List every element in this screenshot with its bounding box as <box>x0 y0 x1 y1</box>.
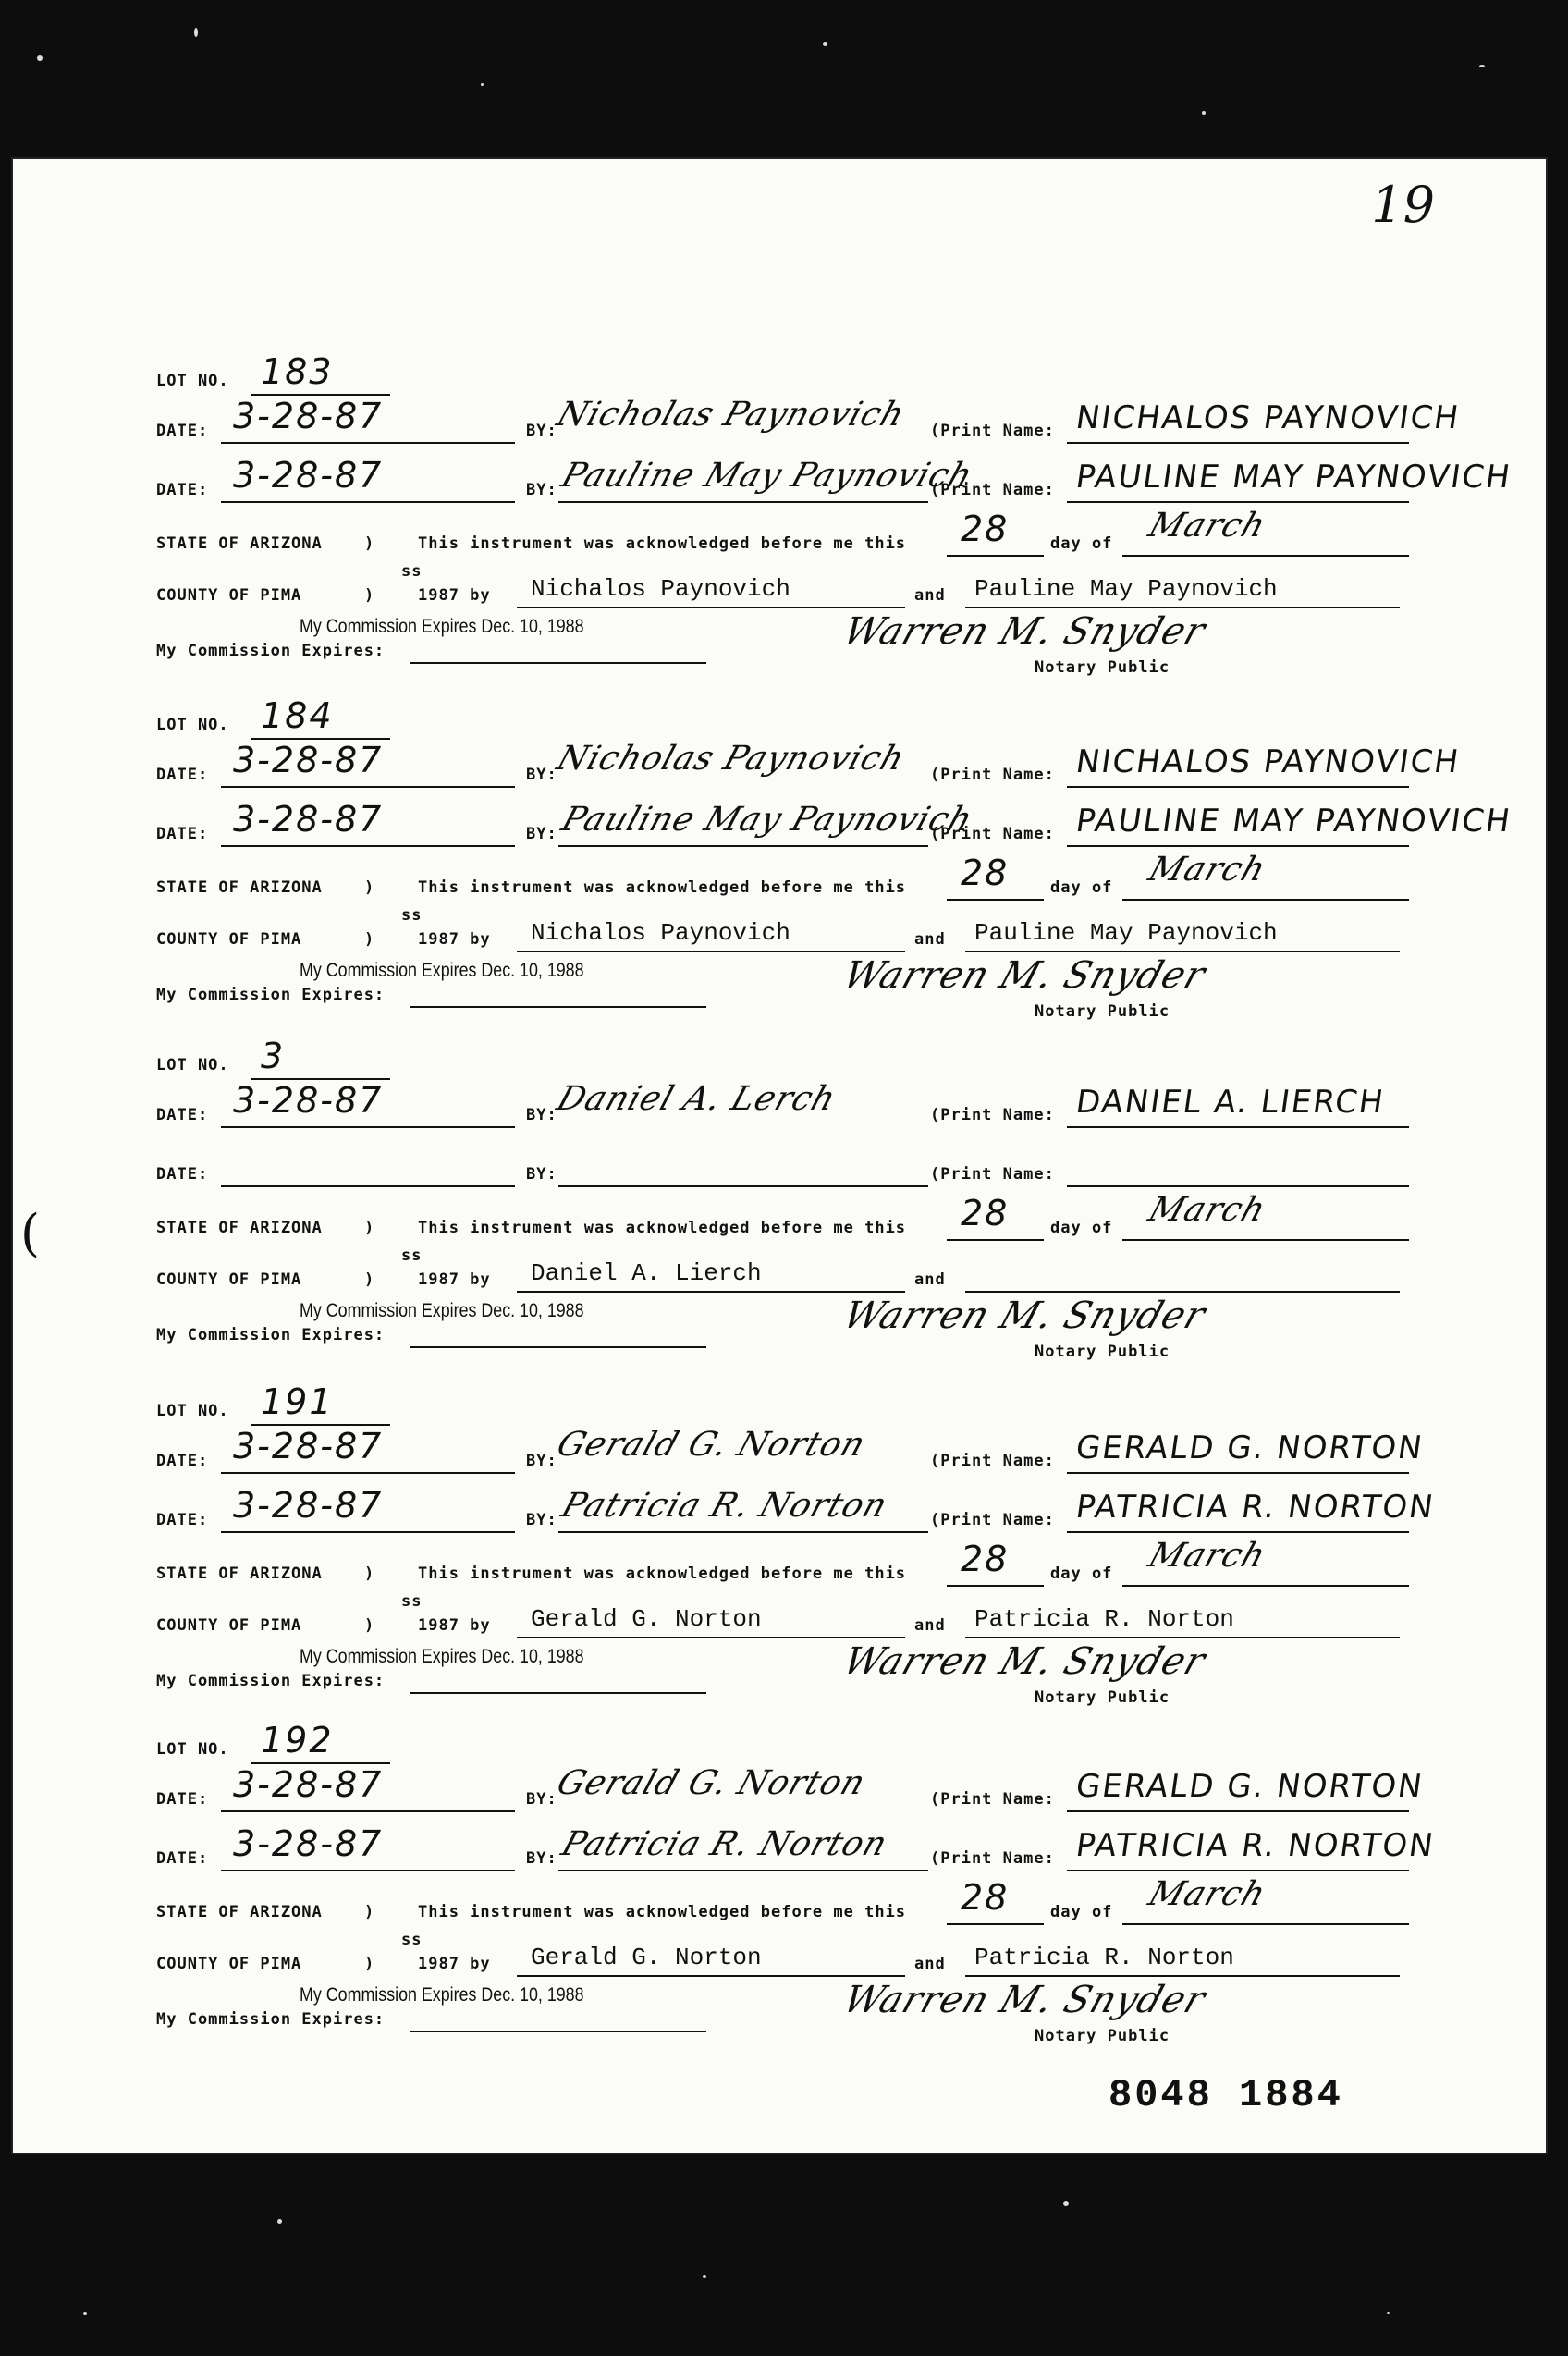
brace-mark: ) <box>364 1565 374 1583</box>
print-name-label: (Print Name: <box>930 422 1055 440</box>
printed-name: PAULINE MAY PAYNOVICH <box>1073 803 1514 840</box>
ss-label: ss <box>401 1931 423 1949</box>
day-of-label: day of <box>1050 1565 1113 1583</box>
signature-line <box>558 501 928 503</box>
by-name: Gerald G. Norton <box>531 1944 762 1971</box>
day-line <box>947 1585 1044 1587</box>
month-value: March <box>1144 1875 1271 1913</box>
dust-speck <box>823 42 827 46</box>
document-number: 8048 1884 <box>1109 2073 1343 2117</box>
date-label: DATE: <box>156 422 209 440</box>
signature: Pauline May Paynovich <box>557 457 978 495</box>
print-name-line <box>1067 442 1409 444</box>
printed-name: GERALD G. NORTON <box>1073 1768 1427 1805</box>
day-of-label: day of <box>1050 534 1113 553</box>
by-label: BY: <box>526 1511 557 1529</box>
date-value: 3-28-87 <box>233 1764 384 1805</box>
state-label: STATE OF ARIZONA <box>156 878 323 897</box>
dust-speck <box>194 28 198 37</box>
commission-label: My Commission Expires: <box>156 642 386 660</box>
commission-stamp: My Commission Expires Dec. 10, 1988 <box>300 1300 584 1321</box>
date-line <box>221 1870 515 1871</box>
page-number: 19 <box>1371 176 1435 234</box>
signature: Daniel A. Lerch <box>552 1080 841 1118</box>
dust-speck <box>481 83 484 86</box>
notary-signature: Warren M. Snyder <box>838 1979 1211 2021</box>
print-name-line <box>1067 786 1409 788</box>
day-value: 28 <box>961 1539 1010 1579</box>
commission-line <box>410 1346 706 1348</box>
lot-number: 191 <box>261 1381 334 1422</box>
notary-public-label: Notary Public <box>1035 1688 1170 1707</box>
day-of-label: day of <box>1050 1903 1113 1921</box>
lot-label: LOT NO. <box>156 372 229 390</box>
by-label: BY: <box>526 766 557 784</box>
acknowledgment-text: This instrument was acknowledged before me this <box>418 534 907 553</box>
year-by-label: 1987 by <box>418 586 491 605</box>
brace-mark: ) <box>364 930 374 949</box>
lot-label: LOT NO. <box>156 716 229 734</box>
brace-mark: ) <box>364 586 374 605</box>
date-value: 3-28-87 <box>233 1080 384 1121</box>
acknowledgment-text: This instrument was acknowledged before me this <box>418 878 907 897</box>
dust-speck <box>1479 65 1485 67</box>
date-label: DATE: <box>156 1849 209 1868</box>
lot-number: 183 <box>261 351 334 392</box>
county-label: COUNTY OF PIMA <box>156 1616 302 1635</box>
entry-block <box>13 695 1546 1047</box>
date-label: DATE: <box>156 1165 209 1184</box>
commission-line <box>410 1692 706 1694</box>
entry-block <box>13 1720 1546 2071</box>
and-label: and <box>914 930 946 949</box>
print-name-label: (Print Name: <box>930 1165 1055 1184</box>
by-line <box>517 1637 905 1638</box>
year-by-label: 1987 by <box>418 930 491 949</box>
and-line <box>965 607 1400 608</box>
by-label: BY: <box>526 1165 557 1184</box>
day-of-label: day of <box>1050 878 1113 897</box>
printed-name: PATRICIA R. NORTON <box>1073 1827 1438 1864</box>
lot-label: LOT NO. <box>156 1056 229 1074</box>
and-name: Pauline May Paynovich <box>974 919 1278 947</box>
dust-speck <box>277 2219 282 2224</box>
day-value: 28 <box>961 1193 1010 1233</box>
date-line <box>221 442 515 444</box>
commission-label: My Commission Expires: <box>156 2010 386 2029</box>
entry-block <box>13 1036 1546 1387</box>
and-name: Pauline May Paynovich <box>974 575 1278 603</box>
day-line <box>947 555 1044 557</box>
month-line <box>1122 899 1409 901</box>
signature-line <box>558 1531 928 1533</box>
printed-name: GERALD G. NORTON <box>1073 1430 1427 1466</box>
year-by-label: 1987 by <box>418 1616 491 1635</box>
ss-label: ss <box>401 906 423 925</box>
commission-stamp: My Commission Expires Dec. 10, 1988 <box>300 616 584 637</box>
notary-public-label: Notary Public <box>1035 658 1170 677</box>
notary-signature: Warren M. Snyder <box>838 610 1211 653</box>
date-label: DATE: <box>156 1511 209 1529</box>
by-label: BY: <box>526 1106 557 1124</box>
print-name-label: (Print Name: <box>930 1790 1055 1809</box>
by-label: BY: <box>526 1849 557 1868</box>
print-name-label: (Print Name: <box>930 1106 1055 1124</box>
entry-block <box>13 1381 1546 1733</box>
acknowledgment-text: This instrument was acknowledged before me this <box>418 1903 907 1921</box>
by-line <box>517 1975 905 1977</box>
brace-mark: ) <box>364 1270 374 1289</box>
and-name: Patricia R. Norton <box>974 1944 1234 1971</box>
state-label: STATE OF ARIZONA <box>156 1219 323 1237</box>
commission-label: My Commission Expires: <box>156 986 386 1004</box>
year-by-label: 1987 by <box>418 1270 491 1289</box>
dust-speck <box>1063 2201 1069 2206</box>
print-name-label: (Print Name: <box>930 825 1055 843</box>
acknowledgment-text: This instrument was acknowledged before me this <box>418 1219 907 1237</box>
signature: Patricia R. Norton <box>557 1825 893 1863</box>
notary-public-label: Notary Public <box>1035 2027 1170 2045</box>
ss-label: ss <box>401 562 423 581</box>
dust-speck <box>1387 2312 1390 2314</box>
signature: Gerald G. Norton <box>552 1764 871 1802</box>
county-label: COUNTY OF PIMA <box>156 1270 302 1289</box>
month-value: March <box>1144 507 1271 545</box>
and-label: and <box>914 1955 946 1973</box>
commission-stamp: My Commission Expires Dec. 10, 1988 <box>300 960 584 981</box>
print-name-line <box>1067 501 1409 503</box>
day-line <box>947 1239 1044 1241</box>
lot-number: 192 <box>261 1720 334 1761</box>
month-value: March <box>1144 1191 1271 1229</box>
commission-label: My Commission Expires: <box>156 1672 386 1690</box>
print-name-line <box>1067 845 1409 847</box>
date-line <box>221 501 515 503</box>
ss-label: ss <box>401 1246 423 1265</box>
printed-name: NICHALOS PAYNOVICH <box>1073 743 1463 780</box>
date-line <box>221 1126 515 1128</box>
commission-line <box>410 2031 706 2032</box>
day-value: 28 <box>961 509 1010 549</box>
and-label: and <box>914 1616 946 1635</box>
print-name-label: (Print Name: <box>930 481 1055 499</box>
print-name-label: (Print Name: <box>930 1511 1055 1529</box>
by-line <box>517 951 905 952</box>
and-line <box>965 1291 1400 1293</box>
signature: Pauline May Paynovich <box>557 801 978 839</box>
county-label: COUNTY OF PIMA <box>156 586 302 605</box>
dust-speck <box>37 55 43 61</box>
signature-line <box>558 1185 928 1187</box>
by-name: Nichalos Paynovich <box>531 919 790 947</box>
and-label: and <box>914 586 946 605</box>
by-label: BY: <box>526 825 557 843</box>
month-line <box>1122 1923 1409 1925</box>
month-line <box>1122 1239 1409 1241</box>
notary-public-label: Notary Public <box>1035 1002 1170 1021</box>
print-name-label: (Print Name: <box>930 766 1055 784</box>
by-name: Nichalos Paynovich <box>531 575 790 603</box>
and-line <box>965 1637 1400 1638</box>
signature: Patricia R. Norton <box>557 1487 893 1525</box>
month-value: March <box>1144 1537 1271 1575</box>
margin-mark: ( <box>20 1204 41 1262</box>
commission-stamp: My Commission Expires Dec. 10, 1988 <box>300 1646 584 1667</box>
date-label: DATE: <box>156 1790 209 1809</box>
date-line <box>221 786 515 788</box>
print-name-line <box>1067 1185 1409 1187</box>
by-line <box>517 1291 905 1293</box>
print-name-line <box>1067 1531 1409 1533</box>
date-line <box>221 1185 515 1187</box>
by-name: Daniel A. Lierch <box>531 1259 762 1287</box>
date-label: DATE: <box>156 1452 209 1470</box>
print-name-label: (Print Name: <box>930 1452 1055 1470</box>
date-label: DATE: <box>156 766 209 784</box>
print-name-line <box>1067 1870 1409 1871</box>
signature: Nicholas Paynovich <box>552 396 911 434</box>
notary-signature: Warren M. Snyder <box>838 1640 1211 1683</box>
year-by-label: 1987 by <box>418 1955 491 1973</box>
commission-label: My Commission Expires: <box>156 1326 386 1344</box>
signature: Gerald G. Norton <box>552 1426 871 1464</box>
printed-name: NICHALOS PAYNOVICH <box>1073 399 1463 436</box>
date-value: 3-28-87 <box>233 1485 384 1526</box>
lot-label: LOT NO. <box>156 1740 229 1759</box>
brace-mark: ) <box>364 1219 374 1237</box>
by-label: BY: <box>526 481 557 499</box>
date-label: DATE: <box>156 825 209 843</box>
printed-name: PATRICIA R. NORTON <box>1073 1489 1438 1526</box>
dust-speck <box>83 2312 87 2315</box>
day-value: 28 <box>961 1877 1010 1918</box>
ss-label: ss <box>401 1592 423 1611</box>
and-label: and <box>914 1270 946 1289</box>
state-label: STATE OF ARIZONA <box>156 1903 323 1921</box>
lot-number: 3 <box>261 1036 286 1076</box>
print-name-line <box>1067 1810 1409 1812</box>
state-label: STATE OF ARIZONA <box>156 1565 323 1583</box>
date-label: DATE: <box>156 1106 209 1124</box>
commission-stamp: My Commission Expires Dec. 10, 1988 <box>300 1984 584 2006</box>
printed-name: DANIEL A. LIERCH <box>1073 1084 1388 1121</box>
and-name: Patricia R. Norton <box>974 1605 1234 1633</box>
date-value: 3-28-87 <box>233 1823 384 1864</box>
month-line <box>1122 1585 1409 1587</box>
county-label: COUNTY OF PIMA <box>156 1955 302 1973</box>
brace-mark: ) <box>364 1903 374 1921</box>
entry-block <box>13 351 1546 703</box>
day-line <box>947 1923 1044 1925</box>
and-line <box>965 1975 1400 1977</box>
date-value: 3-28-87 <box>233 1426 384 1466</box>
date-line <box>221 1810 515 1812</box>
printed-name: PAULINE MAY PAYNOVICH <box>1073 459 1514 496</box>
date-line <box>221 1472 515 1474</box>
commission-line <box>410 1006 706 1008</box>
lot-label: LOT NO. <box>156 1402 229 1420</box>
day-value: 28 <box>961 853 1010 893</box>
signature: Nicholas Paynovich <box>552 740 911 778</box>
dust-speck <box>1202 111 1206 115</box>
date-line <box>221 1531 515 1533</box>
by-label: BY: <box>526 422 557 440</box>
signature-line <box>558 845 928 847</box>
day-line <box>947 899 1044 901</box>
by-label: BY: <box>526 1452 557 1470</box>
date-line <box>221 845 515 847</box>
commission-line <box>410 662 706 664</box>
acknowledgment-text: This instrument was acknowledged before me this <box>418 1565 907 1583</box>
county-label: COUNTY OF PIMA <box>156 930 302 949</box>
brace-mark: ) <box>364 878 374 897</box>
brace-mark: ) <box>364 1955 374 1973</box>
by-name: Gerald G. Norton <box>531 1605 762 1633</box>
print-name-label: (Print Name: <box>930 1849 1055 1868</box>
notary-public-label: Notary Public <box>1035 1343 1170 1361</box>
month-line <box>1122 555 1409 557</box>
date-label: DATE: <box>156 481 209 499</box>
dust-speck <box>703 2275 706 2278</box>
print-name-line <box>1067 1126 1409 1128</box>
by-line <box>517 607 905 608</box>
day-of-label: day of <box>1050 1219 1113 1237</box>
date-value: 3-28-87 <box>233 455 384 496</box>
month-value: March <box>1144 851 1271 889</box>
date-value: 3-28-87 <box>233 396 384 436</box>
and-line <box>965 951 1400 952</box>
print-name-line <box>1067 1472 1409 1474</box>
brace-mark: ) <box>364 1616 374 1635</box>
date-value: 3-28-87 <box>233 799 384 840</box>
lot-number: 184 <box>261 695 334 736</box>
state-label: STATE OF ARIZONA <box>156 534 323 553</box>
notary-signature: Warren M. Snyder <box>838 1295 1211 1337</box>
document-page <box>11 157 1548 2154</box>
date-value: 3-28-87 <box>233 740 384 780</box>
notary-signature: Warren M. Snyder <box>838 954 1211 997</box>
brace-mark: ) <box>364 534 374 553</box>
by-label: BY: <box>526 1790 557 1809</box>
signature-line <box>558 1870 928 1871</box>
